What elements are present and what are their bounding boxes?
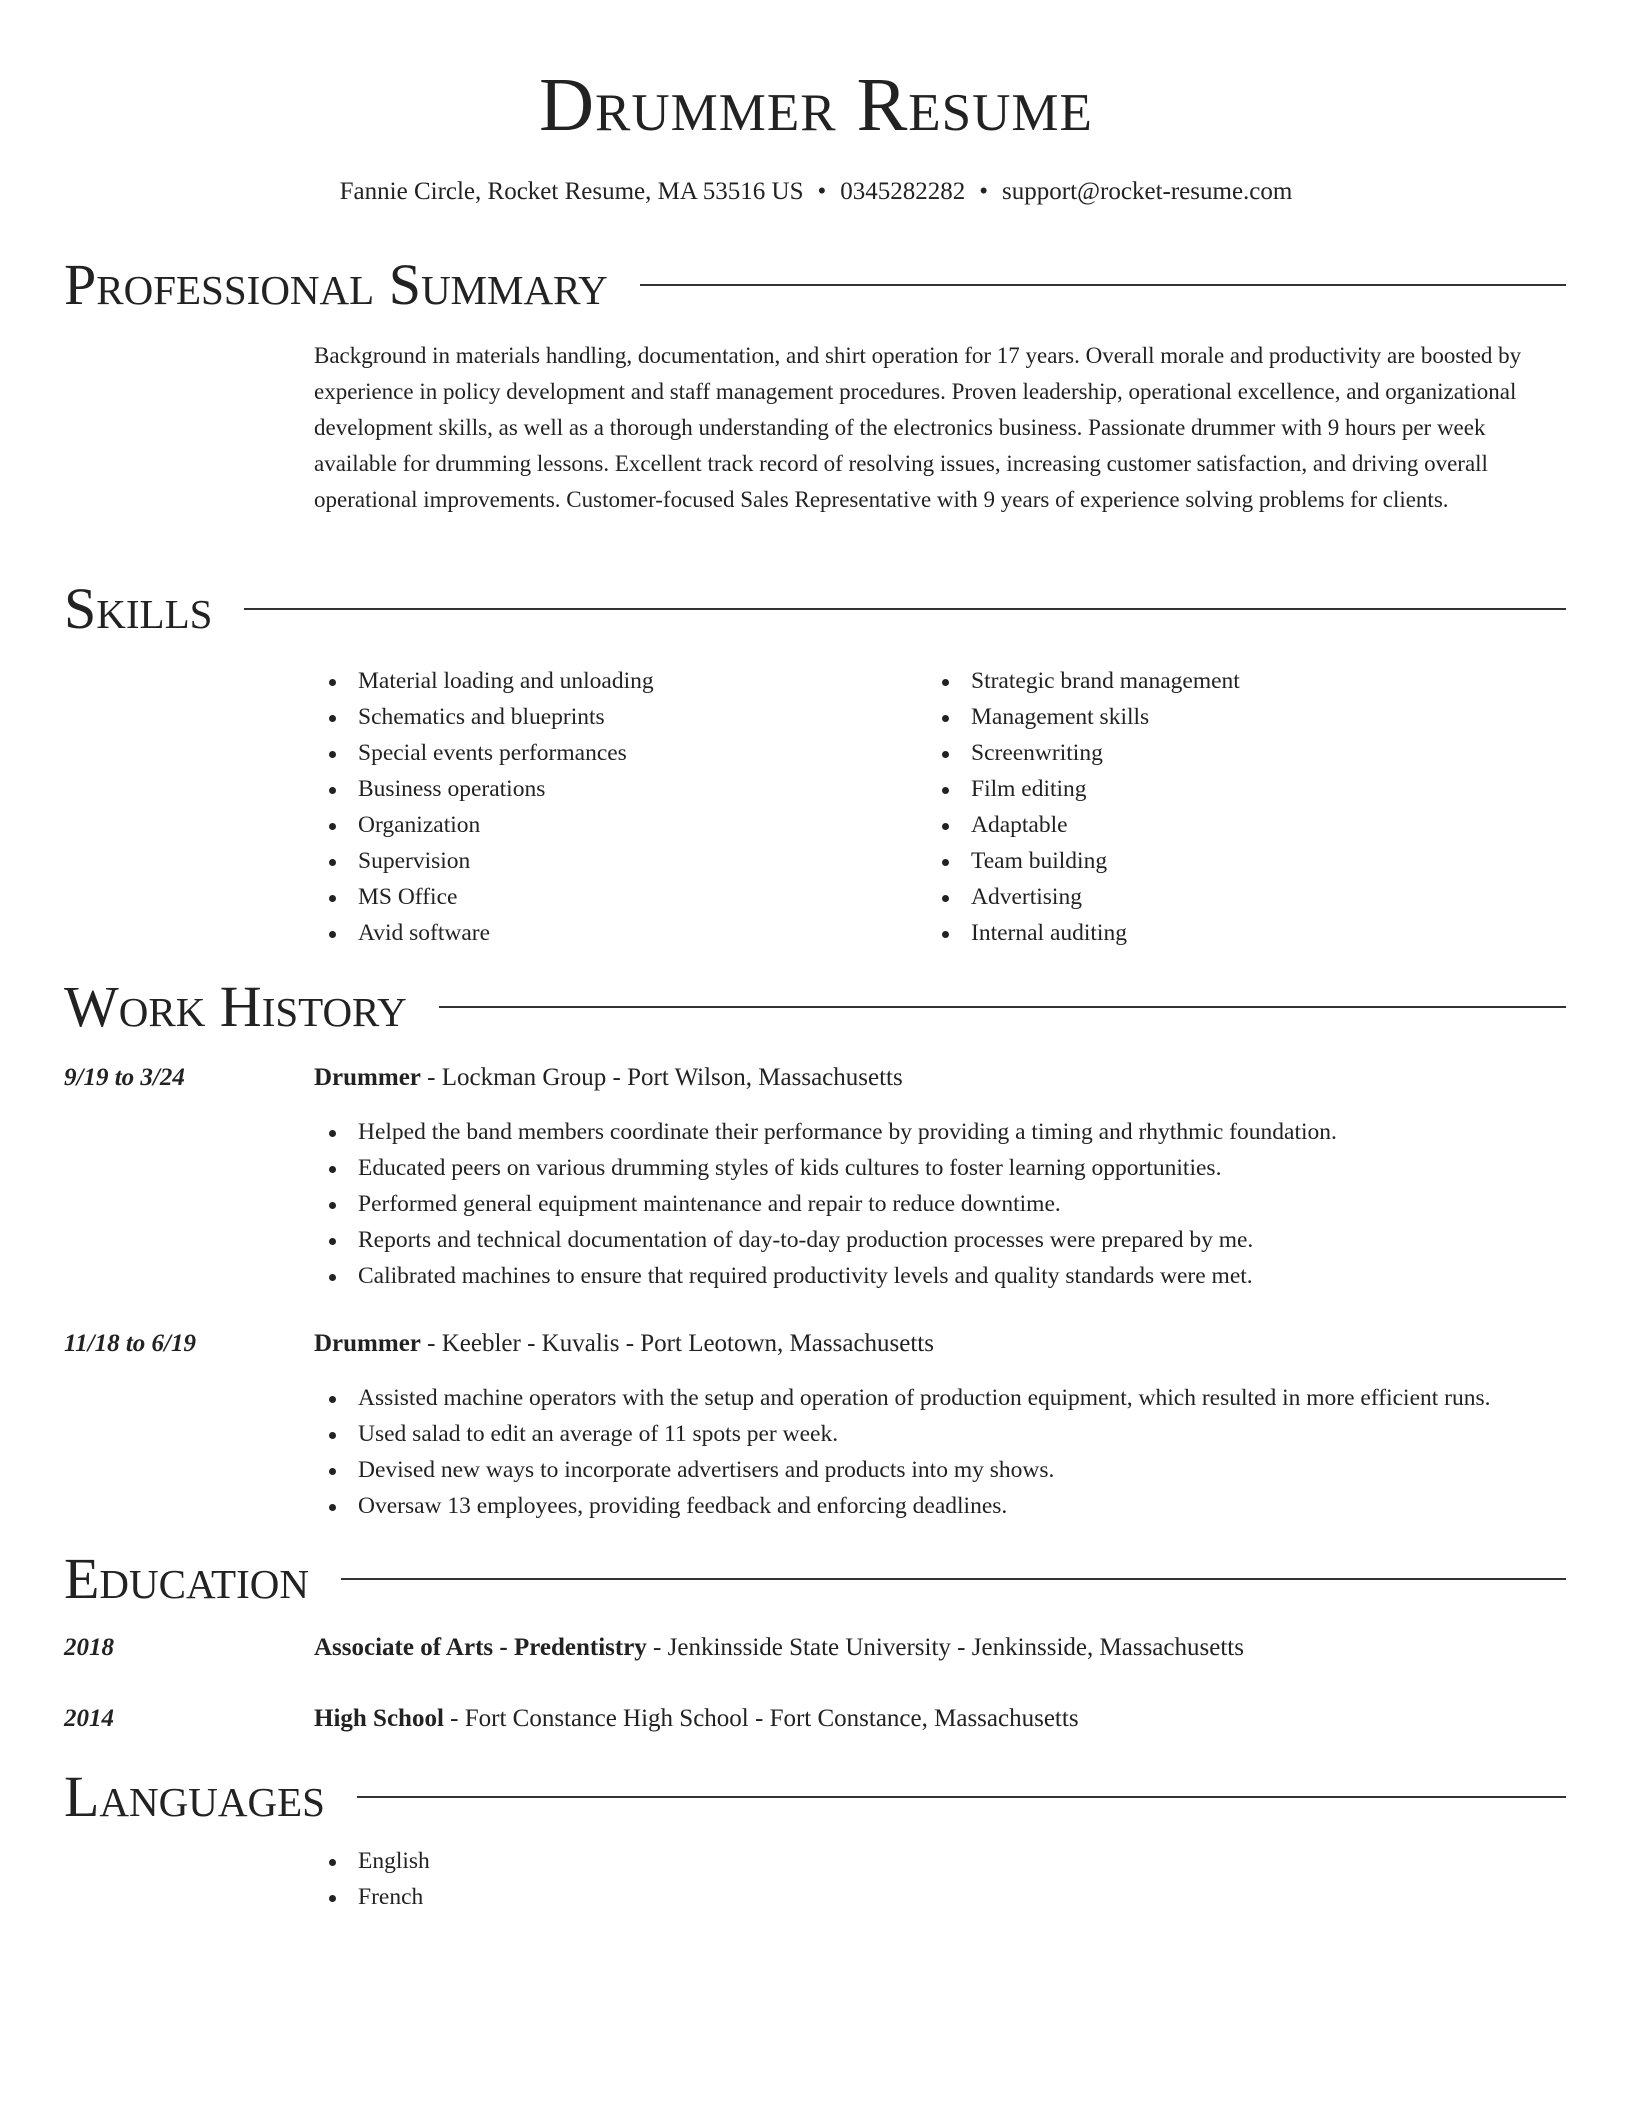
list-item: Strategic brand management xyxy=(927,663,1240,699)
job-bullets xyxy=(314,1380,1491,1524)
separator: • xyxy=(979,178,989,205)
education-school: - Fort Constance High School - Fort Constance, Massachusetts xyxy=(443,1705,1079,1732)
list-item: French xyxy=(314,1879,430,1915)
job-title-line xyxy=(314,1326,934,1362)
education-degree: Associate of Arts - Predentistry xyxy=(314,1634,647,1661)
list-item: Avid software xyxy=(314,915,654,951)
skills-list-right xyxy=(927,663,1240,951)
list-item: English xyxy=(314,1843,430,1879)
list-item: Supervision xyxy=(314,843,654,879)
job-role: Drummer xyxy=(314,1330,421,1357)
section-title: Education xyxy=(64,1546,309,1611)
address: Fannie Circle, Rocket Resume, MA 53516 US xyxy=(339,178,804,205)
list-item: Adaptable xyxy=(927,807,1240,843)
list-item: Assisted machine operators with the setup and operation of production equipment, which resulted in more efficient runs. xyxy=(314,1380,1491,1416)
list-item: Reports and technical documentation of day-to-day production processes were prepared by me. xyxy=(314,1222,1337,1258)
job-company: - Lockman Group - Port Wilson, Massachusetts xyxy=(420,1064,903,1091)
job-bullets xyxy=(314,1114,1337,1294)
separator: • xyxy=(817,178,827,205)
education-year: 2018 xyxy=(64,1634,114,1661)
section-divider xyxy=(439,1006,1566,1008)
resume-title: Drummer Resume xyxy=(539,63,1093,147)
list-item: Used salad to edit an average of 11 spots per week. xyxy=(314,1416,1491,1452)
education-section-header xyxy=(64,1546,1566,1612)
section-divider xyxy=(640,284,1566,286)
job-dates: 11/18 to 6/19 xyxy=(64,1330,196,1357)
list-item: Business operations xyxy=(314,771,654,807)
contact-line xyxy=(0,174,1632,210)
section-title: Languages xyxy=(64,1764,325,1829)
education-year: 2014 xyxy=(64,1705,114,1732)
list-item: Helped the band members coordinate their performance by providing a timing and rhythmic foundation. xyxy=(314,1114,1337,1150)
skills-list-left xyxy=(314,663,654,951)
list-item: Management skills xyxy=(927,699,1240,735)
list-item: Devised new ways to incorporate advertisers and products into my shows. xyxy=(314,1452,1491,1488)
list-item: Internal auditing xyxy=(927,915,1240,951)
languages-list xyxy=(314,1843,430,1915)
languages-section-header xyxy=(64,1764,1566,1830)
job-company: - Keebler - Kuvalis - Port Leotown, Massachusetts xyxy=(420,1330,934,1357)
job-role: Drummer xyxy=(314,1064,421,1091)
list-item: Material loading and unloading xyxy=(314,663,654,699)
job-dates: 9/19 to 3/24 xyxy=(64,1064,185,1091)
list-item: Organization xyxy=(314,807,654,843)
work-section-header xyxy=(64,974,1566,1040)
list-item: Film editing xyxy=(927,771,1240,807)
summary-section-header xyxy=(64,252,1566,318)
section-divider xyxy=(341,1578,1566,1580)
list-item: Calibrated machines to ensure that required productivity levels and quality standards were met. xyxy=(314,1258,1337,1294)
list-item: Oversaw 13 employees, providing feedback and enforcing deadlines. xyxy=(314,1488,1491,1524)
summary-text: Background in materials handling, documentation, and shirt operation for 17 years. Overall morale and productivity are boosted by experience in policy development and staff management procedures. Proven leadership, operational excellence, and organizational development skills, as well as a thorough understanding of the electronics business. Passionate drummer with 9 hours per week available for drumming lessons. Excellent track record of resolving issues, increasing customer satisfaction, and driving overall operational improvements. Customer-focused Sales Representative with 9 years of experience solving problems for clients. xyxy=(314,343,1522,512)
list-item: Educated peers on various drumming styles of kids cultures to foster learning opportunities. xyxy=(314,1150,1337,1186)
section-divider xyxy=(357,1796,1566,1798)
list-item: Special events performances xyxy=(314,735,654,771)
section-divider xyxy=(244,608,1566,610)
list-item: Team building xyxy=(927,843,1240,879)
education-line xyxy=(314,1701,1079,1737)
list-item: Performed general equipment maintenance and repair to reduce downtime. xyxy=(314,1186,1337,1222)
section-title: Professional Summary xyxy=(64,252,608,317)
list-item: Advertising xyxy=(927,879,1240,915)
education-school: - Jenkinsside State University - Jenkinsside, Massachusetts xyxy=(646,1634,1244,1661)
list-item: MS Office xyxy=(314,879,654,915)
list-item: Schematics and blueprints xyxy=(314,699,654,735)
section-title: Skills xyxy=(64,576,213,641)
job-title-line xyxy=(314,1060,903,1096)
section-title: Work History xyxy=(64,974,407,1039)
education-line xyxy=(314,1630,1244,1666)
list-item: Screenwriting xyxy=(927,735,1240,771)
email: support@rocket-resume.com xyxy=(1002,178,1293,205)
education-degree: High School xyxy=(314,1705,444,1732)
phone: 0345282282 xyxy=(840,178,966,205)
skills-section-header xyxy=(64,576,1566,642)
